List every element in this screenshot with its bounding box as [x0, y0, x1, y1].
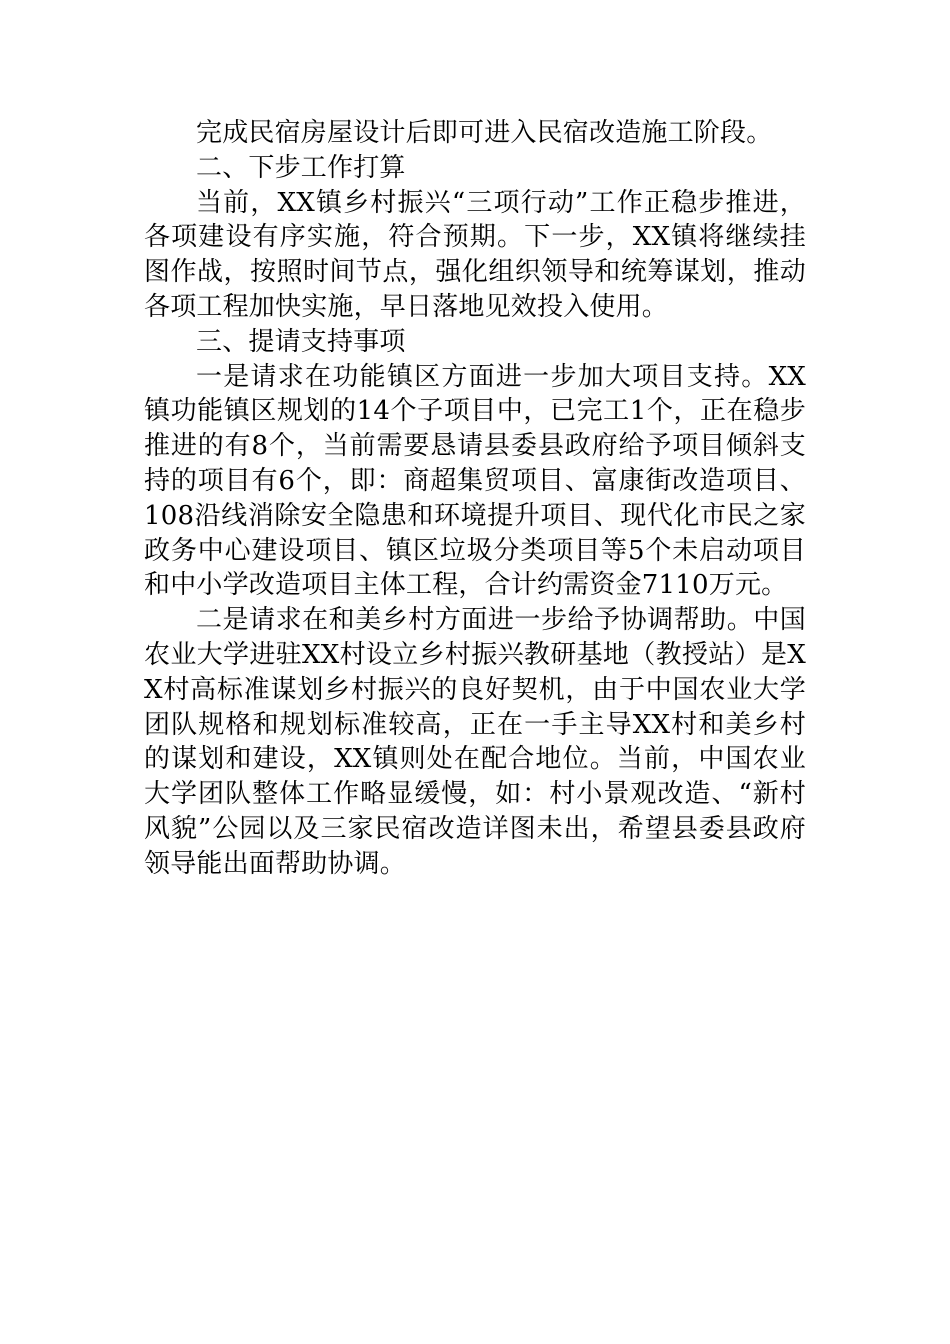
paragraph-continuation: 完成民宿房屋设计后即可进入民宿改造施工阶段。	[196, 118, 773, 148]
section-heading-support-requests: 三、提请支持事项	[196, 326, 406, 357]
paragraph-current-progress: 当前，XX镇乡村振兴“三项行动”工作正稳步推进，各项建设有序实施，符合预期。下一步，XX镇将继续挂图作战，按照时间节点，强化组织领导和统筹谋划，推动各项工程加快实施，早日落地见效投入使用。	[144, 187, 806, 322]
document-body	[144, 116, 806, 882]
paragraph-request-village-coordination: 二是请求在和美乡村方面进一步给予协调帮助。中国农业大学进驻XX村设立乡村振兴教研基地（教授站）是XX村高标准谋划乡村振兴的良好契机，由于中国农业大学团队规格和规划标准较高，正在一手主导XX村和美乡村的谋划和建设，XX镇则处在配合地位。当前，中国农业大学团队整体工作略显缓慢，如：村小景观改造、“新村风貌”公园以及三家民宿改造详图未出，希望县委县政府领导能出面帮助协调。	[144, 605, 806, 879]
paragraph-request-town-projects: 一是请求在功能镇区方面进一步加大项目支持。XX镇功能镇区规划的14个子项目中，已完工1个，正在稳步推进的有8个，当前需要恳请县委县政府给予项目倾斜支持的项目有6个，即：商超集贸项目、富康街改造项目、108沿线消除安全隐患和环境提升项目、现代化市民之家政务中心建设项目、镇区垃圾分类项目等5个未启动项目和中小学改造项目主体工程，合计约需资金7110万元。	[144, 361, 806, 601]
section-heading-next-steps: 二、下步工作打算	[196, 152, 406, 183]
